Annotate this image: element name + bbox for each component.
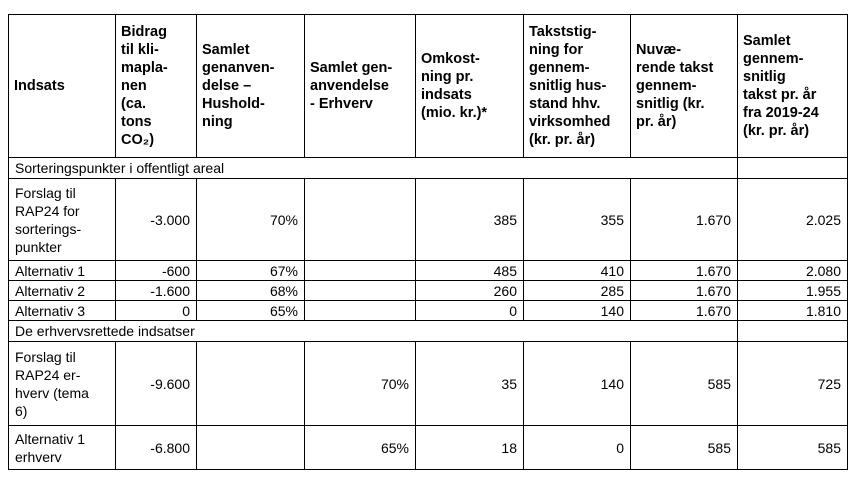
cell-cost: 260 [416,281,524,301]
header-line: rende takst [636,60,714,76]
header-line: Nuvæ- [636,42,682,58]
header-line: Omkost- [421,51,480,67]
header-line: nen [121,78,147,94]
row-label [9,342,116,426]
row-label [9,281,116,301]
cell-co2: -3.000 [116,179,197,261]
cell-total: 2.080 [738,261,848,281]
row-label-line: Alternativ 2 [15,282,86,299]
table-row [9,342,848,426]
header-line: mapla- [121,60,168,76]
section-empty-cell [738,158,848,179]
header-line: stand hhv. [529,96,601,112]
row-label [9,179,116,261]
cell-business [305,301,416,321]
cell-co2: -600 [116,261,197,281]
cell-current: 1.670 [631,261,738,281]
header-line: fra 2019-24 [743,105,819,121]
row-label-line: punkter [15,238,62,255]
cell-household: 68% [197,281,305,301]
header-line: (ca. [121,96,146,112]
rap24-table [8,14,848,470]
cell-current: 1.670 [631,179,738,261]
col-header-business [305,15,416,158]
header-line: gennem- [636,78,697,94]
row-label-line: Alternativ 1 [15,430,86,447]
header-line: (kr. pr. år) [743,123,810,139]
header-line: tons [121,114,152,130]
header-line: virksomhed [529,114,611,130]
cell-business: 70% [305,342,416,426]
section-title: De erhvervsrettede indsatser [9,321,738,342]
header-line: delse – [202,78,252,94]
cell-increase: 140 [524,342,631,426]
cell-cost: 485 [416,261,524,281]
header-line: snitlig hus- [529,78,607,94]
header-line: snitlig (kr. [636,96,705,112]
header-line: Bidrag [121,24,167,40]
cell-cost: 0 [416,301,524,321]
header-line: Samlet [743,33,791,49]
col-header-cost [416,15,524,158]
header-line: CO₂) [121,132,155,148]
row-label-line: Forslag til [15,184,76,201]
table-row [9,281,848,301]
header-line: til kli- [121,42,159,58]
table-row [9,179,848,261]
cell-cost: 385 [416,179,524,261]
header-line: pr. år) [636,114,677,130]
section-row [9,321,848,342]
cell-household [197,342,305,426]
cell-total: 1.955 [738,281,848,301]
cell-household: 70% [197,179,305,261]
section-row [9,158,848,179]
cell-cost: 18 [416,426,524,470]
col-header-increase [524,15,631,158]
row-label-line: Forslag til [15,348,76,365]
cell-current: 1.670 [631,301,738,321]
table-body [9,158,848,470]
section-title: Sorteringspunkter i offentligt areal [9,158,738,179]
cell-total: 585 [738,426,848,470]
cell-cost: 35 [416,342,524,426]
header-line: gennem- [529,60,590,76]
col-header-household [197,15,305,158]
header-line: indsats [421,87,472,103]
header-line: ning [202,114,233,130]
col-header-co2 [116,15,197,158]
cell-co2: 0 [116,301,197,321]
header-line: takst pr. år [743,87,817,103]
header-line: Hushold- [202,96,265,112]
cell-household: 67% [197,261,305,281]
table-row [9,301,848,321]
cell-total: 2.025 [738,179,848,261]
cell-increase: 285 [524,281,631,301]
header-line: Samlet gen- [310,60,393,76]
cell-co2: -6.800 [116,426,197,470]
cell-co2: -9.600 [116,342,197,426]
section-empty-cell [738,321,848,342]
row-label-line: Alternativ 3 [15,302,86,319]
cell-increase: 140 [524,301,631,321]
header-line: ning for [529,42,583,58]
header-line: Indsats [14,78,65,94]
row-label-line: hverv (tema [15,384,89,401]
cell-current: 1.670 [631,281,738,301]
header-line: anvendelse [310,78,389,94]
cell-business [305,179,416,261]
cell-increase: 355 [524,179,631,261]
header-row [9,15,848,158]
col-header-total [738,15,848,158]
header-line: gennem- [743,51,804,67]
header-line: Samlet [202,42,250,58]
cell-total: 1.810 [738,301,848,321]
row-label-line: 6) [15,402,28,419]
cell-business: 65% [305,426,416,470]
cell-total: 725 [738,342,848,426]
row-label-line: RAP24 er- [15,366,81,383]
table-row [9,261,848,281]
cell-business [305,261,416,281]
header-line: (mio. kr.)* [421,105,488,121]
col-header-current [631,15,738,158]
row-label-line: erhverv [15,448,62,465]
cell-business [305,281,416,301]
header-line: snitlig [743,69,786,85]
cell-current: 585 [631,426,738,470]
cell-current: 585 [631,342,738,426]
row-label-line: sorterings- [15,220,82,237]
cell-co2: -1.600 [116,281,197,301]
col-header-indsats [9,15,116,158]
row-label [9,426,116,470]
header-line: (kr. pr. år) [529,132,596,148]
cell-household: 65% [197,301,305,321]
table-row [9,426,848,470]
header-line: - Erhverv [310,96,373,112]
header-line: genanven- [202,60,275,76]
table-header [9,15,848,158]
row-label-line: Alternativ 1 [15,262,86,279]
row-label-line: RAP24 for [15,202,80,219]
row-label [9,301,116,321]
cell-household [197,426,305,470]
row-label [9,261,116,281]
header-line: Takststig- [529,24,597,40]
cell-increase: 410 [524,261,631,281]
header-line: ning pr. [421,69,474,85]
cell-increase: 0 [524,426,631,470]
